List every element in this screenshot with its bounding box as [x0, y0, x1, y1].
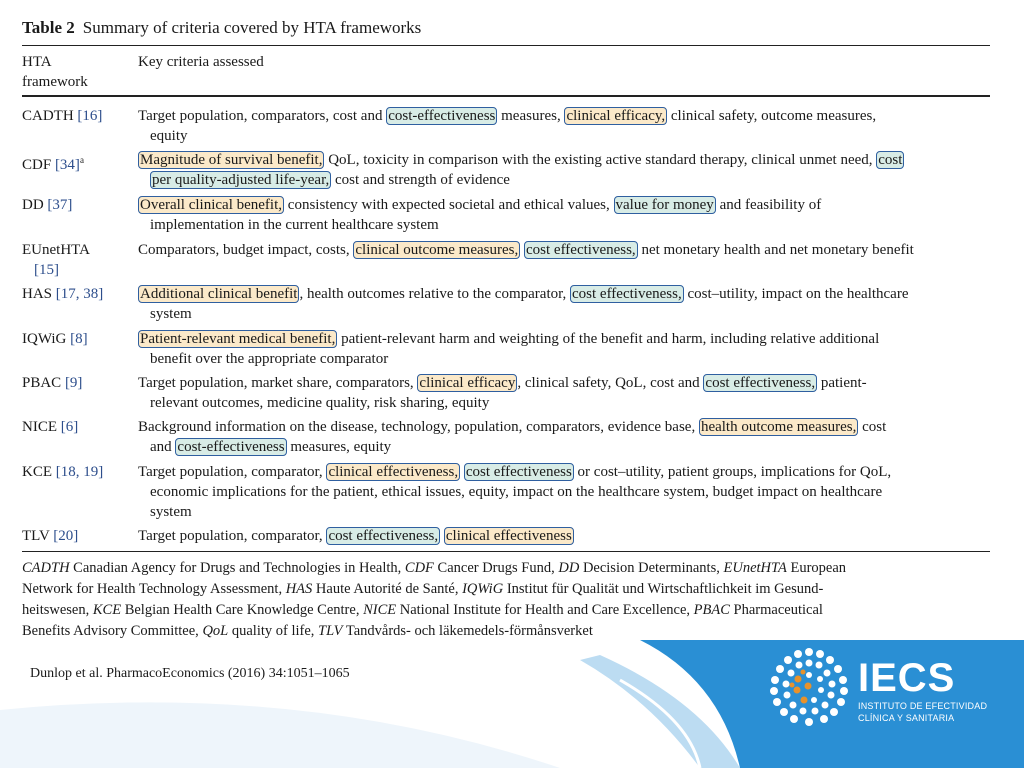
- abbreviation: HAS: [285, 581, 313, 597]
- table-footnote: [22, 558, 990, 642]
- criteria-text: consistency with expected societal and ethical values,: [284, 197, 614, 213]
- clinical-criterion-highlight: clinical efficacy,: [566, 108, 666, 124]
- criteria-cell: [138, 150, 990, 190]
- abbreviation: QoL: [202, 623, 229, 639]
- criteria-line: [138, 215, 990, 235]
- framework-cell: [22, 240, 90, 280]
- criteria-text: system: [150, 504, 192, 520]
- economic-criterion-highlight: cost-effectiveness: [388, 108, 496, 124]
- economic-criterion-highlight: cost-effectiveness: [177, 439, 285, 455]
- clinical-criterion-highlight: Patient-relevant medical benefit,: [140, 331, 336, 347]
- framework-cell: [22, 195, 72, 215]
- framework-name: EUnetHTA: [22, 242, 90, 258]
- bottom-rule: [22, 551, 990, 552]
- top-rule: [22, 45, 990, 46]
- clinical-criterion-highlight: clinical effectiveness: [445, 528, 572, 544]
- abbreviation: EUnetHTA: [723, 560, 787, 576]
- criteria-text: , health outcomes relative to the comparator,: [299, 286, 571, 302]
- criteria-text: benefit over the appropriate comparator: [150, 351, 389, 367]
- criteria-text: Target population, market share, comparators,: [138, 375, 418, 391]
- abbreviation-expansion: European: [786, 560, 847, 576]
- criteria-text: implementation in the current healthcare system: [150, 217, 439, 233]
- header-framework: HTA framework: [22, 54, 88, 90]
- footnote-line: [22, 621, 990, 642]
- criteria-text: relevant outcomes, medicine quality, risk sharing, equity: [150, 395, 490, 411]
- framework-name: IQWiG: [22, 331, 67, 347]
- abbreviation-expansion: Benefits Advisory Committee,: [22, 623, 203, 639]
- footnote-line: [22, 600, 990, 621]
- criteria-line: [138, 284, 990, 304]
- criteria-text: Comparators, budget impact, costs,: [138, 242, 354, 258]
- criteria-text: measures,: [497, 108, 565, 124]
- framework-cell: [22, 417, 78, 437]
- criteria-text: net monetary health and net monetary benefit: [637, 242, 914, 258]
- criteria-text: or cost–utility, patient groups, implications for QoL,: [573, 464, 892, 480]
- table-title: [22, 18, 421, 38]
- logo-subtitle-line2: CLÍNICA Y SANITARIA: [858, 713, 955, 723]
- reference-link[interactable]: [17, 38]: [55, 286, 104, 302]
- framework-cell: [22, 106, 102, 126]
- abbreviation-expansion: Tandvårds- och läkemedels-förmånsverket: [342, 623, 593, 639]
- criteria-line: [138, 393, 990, 413]
- criteria-line: [138, 462, 990, 482]
- criteria-cell: [138, 240, 990, 260]
- criteria-line: [138, 349, 990, 369]
- abbreviation: CDF: [404, 560, 434, 576]
- criteria-text: Target population, comparators, cost and: [138, 108, 387, 124]
- clinical-criterion-highlight: clinical effectiveness,: [328, 464, 459, 480]
- clinical-criterion-highlight: clinical outcome measures,: [355, 242, 519, 258]
- framework-name: KCE: [22, 464, 52, 480]
- criteria-cell: [138, 526, 990, 546]
- economic-criterion-highlight: per quality-adjusted life-year,: [152, 172, 330, 188]
- criteria-line: [138, 502, 990, 522]
- clinical-criterion-highlight: clinical efficacy: [419, 375, 516, 391]
- criteria-line: [138, 126, 990, 146]
- criteria-text: patient-relevant harm and weighting of the benefit and harm, including relative additional: [337, 331, 880, 347]
- abbreviation-expansion: Haute Autorité de Santé,: [312, 581, 463, 597]
- clinical-criterion-highlight: Magnitude of survival benefit,: [140, 152, 323, 168]
- logo-name: IECS: [858, 656, 956, 700]
- criteria-text: system: [150, 306, 192, 322]
- abbreviation-expansion: Decision Determinants,: [579, 560, 724, 576]
- criteria-text: Target population, comparator,: [138, 528, 327, 544]
- framework-name: CADTH: [22, 108, 74, 124]
- criteria-text: QoL, toxicity in comparison with the existing active standard therapy, clinical unmet need,: [324, 152, 877, 168]
- criteria-line: [138, 106, 990, 126]
- abbreviation-expansion: Cancer Drugs Fund,: [433, 560, 559, 576]
- criteria-line: [138, 329, 990, 349]
- criteria-line: [138, 150, 990, 170]
- reference-link[interactable]: [6]: [60, 419, 79, 435]
- reference-link[interactable]: [15]: [34, 262, 59, 278]
- criteria-cell: [138, 195, 990, 235]
- abbreviation: KCE: [92, 602, 122, 618]
- framework-cell: [22, 150, 84, 175]
- abbreviation-expansion: Pharmaceutical: [729, 602, 823, 618]
- reference-link[interactable]: [9]: [64, 375, 83, 391]
- logo-subtitle-line1: INSTITUTO DE EFECTIVIDAD: [858, 701, 988, 711]
- criteria-line: [138, 240, 990, 260]
- header-criteria: Key criteria assessed: [138, 54, 264, 70]
- framework-cell: [22, 462, 103, 482]
- criteria-line: [138, 526, 990, 546]
- reference-link[interactable]: [18, 19]: [55, 464, 104, 480]
- criteria-text: cost: [858, 419, 887, 435]
- clinical-criterion-highlight: Overall clinical benefit,: [140, 197, 283, 213]
- criteria-text: cost–utility, impact on the healthcare: [683, 286, 909, 302]
- economic-criterion-highlight: cost effectiveness,: [705, 375, 816, 391]
- criteria-text: equity: [150, 128, 188, 144]
- criteria-text: cost and strength of evidence: [331, 172, 510, 188]
- criteria-text: economic implications for the patient, ethical issues, equity, impact on the healthcare system, budget impact on healthcare: [150, 484, 883, 500]
- criteria-text: clinical safety, outcome measures,: [667, 108, 877, 124]
- economic-criterion-highlight: value for money: [615, 197, 714, 213]
- abbreviation-expansion: Institut für Qualität und Wirtschaftlichkeit im Gesund-: [503, 581, 824, 597]
- framework-name: PBAC: [22, 375, 62, 391]
- reference-link[interactable]: [37]: [47, 197, 73, 213]
- framework-name: CDF: [22, 157, 52, 173]
- framework-cell: [22, 329, 88, 349]
- abbreviation-expansion: quality of life,: [228, 623, 319, 639]
- criteria-line: [138, 373, 990, 393]
- framework-name: NICE: [22, 419, 57, 435]
- criteria-text: Background information on the disease, technology, population, comparators, evidence base,: [138, 419, 699, 435]
- table-caption: Summary of criteria covered by HTA frameworks: [82, 18, 422, 37]
- abbreviation-expansion: heitswesen,: [22, 602, 93, 618]
- criteria-line: [138, 482, 990, 502]
- reference-link[interactable]: [16]: [77, 108, 103, 124]
- abbreviation-expansion: Canadian Agency for Drugs and Technologies in Health,: [69, 560, 405, 576]
- clinical-criterion-highlight: health outcome measures,: [700, 419, 857, 435]
- criteria-cell: [138, 284, 990, 324]
- source-citation: Dunlop et al. PharmacoEconomics (2016) 34:1051–1065: [30, 666, 350, 681]
- footnote-marker: a: [79, 155, 84, 165]
- criteria-text: Target population, comparator,: [138, 464, 327, 480]
- abbreviation: NICE: [363, 602, 397, 618]
- footnote-line: [22, 579, 990, 600]
- criteria-line: [138, 304, 990, 324]
- reference-link[interactable]: [34]: [54, 157, 80, 173]
- framework-cell: [22, 526, 78, 546]
- abbreviation: TLV: [318, 623, 343, 639]
- clinical-criterion-highlight: Additional clinical benefit: [140, 286, 298, 302]
- framework-cell: [22, 373, 82, 393]
- criteria-line: [138, 417, 990, 437]
- criteria-text: , clinical safety, QoL, cost and: [517, 375, 704, 391]
- criteria-cell: [138, 329, 990, 369]
- abbreviation: PBAC: [693, 602, 730, 618]
- economic-criterion-highlight: cost effectiveness,: [572, 286, 682, 302]
- abbreviation: DD: [558, 560, 580, 576]
- header-rule: [22, 95, 990, 97]
- economic-criterion-highlight: cost: [878, 152, 903, 168]
- criteria-line: [138, 170, 990, 190]
- abbreviation-expansion: Network for Health Technology Assessment,: [22, 581, 286, 597]
- framework-name: HAS: [22, 286, 53, 302]
- framework-name: TLV: [22, 528, 50, 544]
- economic-criterion-highlight: cost effectiveness,: [328, 528, 439, 544]
- economic-criterion-highlight: cost effectiveness,: [526, 242, 636, 258]
- criteria-text: and feasibility of: [715, 197, 822, 213]
- abbreviation: IQWiG: [462, 581, 504, 597]
- criteria-line: [138, 437, 990, 457]
- criteria-cell: [138, 417, 990, 457]
- framework-cell: [22, 284, 103, 304]
- abbreviation: CADTH: [22, 560, 70, 576]
- criteria-cell: [138, 462, 990, 522]
- abbreviation-expansion: National Institute for Health and Care Excellence,: [396, 602, 694, 618]
- criteria-text: and: [150, 439, 176, 455]
- reference-link[interactable]: [20]: [53, 528, 79, 544]
- footnote-line: [22, 558, 990, 579]
- iecs-logo-icon: [766, 644, 852, 730]
- abbreviation-expansion: Belgian Health Care Knowledge Centre,: [121, 602, 364, 618]
- criteria-cell: [138, 106, 990, 146]
- table-label: Table 2: [22, 18, 75, 37]
- reference-link[interactable]: [8]: [70, 331, 88, 347]
- criteria-text: patient-: [817, 375, 867, 391]
- criteria-line: [138, 195, 990, 215]
- criteria-cell: [138, 373, 990, 413]
- logo-text: [858, 656, 987, 724]
- criteria-text: measures, equity: [286, 439, 392, 455]
- framework-name: DD: [22, 197, 44, 213]
- economic-criterion-highlight: cost effectiveness: [465, 464, 572, 480]
